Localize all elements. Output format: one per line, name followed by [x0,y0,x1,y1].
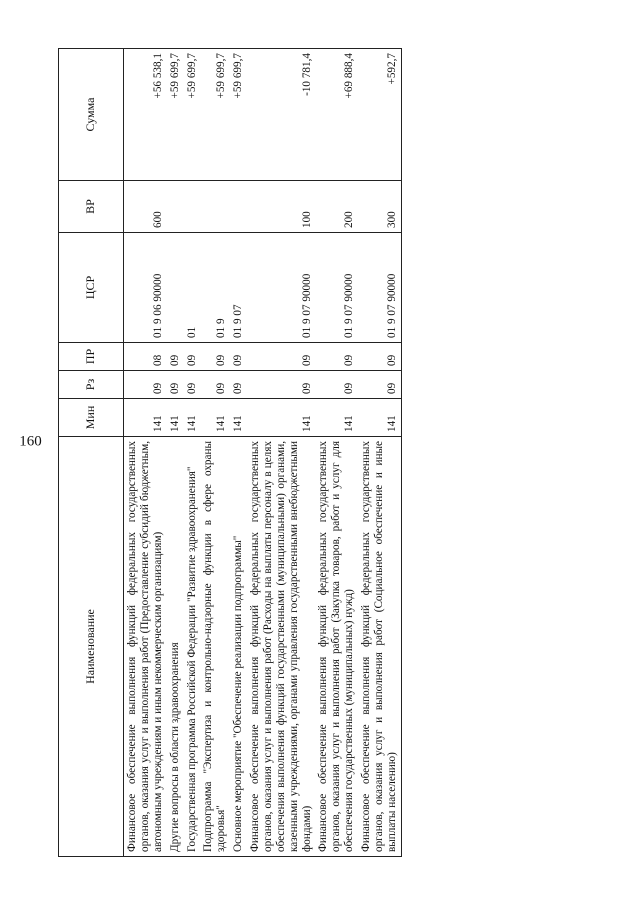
table-row [124,49,167,857]
row-rz: 09 [358,371,401,399]
row-pr: 08 [124,343,167,371]
col-header-csr: ЦСР [59,233,124,343]
row-rz: 09 [124,371,167,399]
row-vr [230,181,247,233]
row-name: Другие вопросы в области здравоохранения [167,437,184,857]
row-rz: 09 [230,371,247,399]
table-row [358,49,401,857]
page-number: 160 [19,433,42,450]
row-name: Государственная программа Российской Федерации "Развитие здравоохранения" [184,437,201,857]
col-header-name: Наименование [59,437,124,857]
row-sum: +59 699,7 [184,49,201,181]
col-header-pr: ПР [59,343,124,371]
table-row [247,49,315,857]
row-name: Подпрограмма "Экспертиза и контрольно-надзорные функции в сфере охраны здоровья" [200,437,230,857]
row-sum: +59 699,7 [230,49,247,181]
row-name: Основное мероприятие "Обеспечение реализации подпрограммы" [230,437,247,857]
row-rz: 09 [247,371,315,399]
row-pr: 09 [200,343,230,371]
row-sum: +56 538,1 [124,49,167,181]
row-min: 141 [230,399,247,437]
table-row [200,49,230,857]
col-header-rz: Рз [59,371,124,399]
row-vr: 200 [315,181,358,233]
row-vr [200,181,230,233]
row-csr: 01 9 [200,233,230,343]
table-row [315,49,358,857]
row-name: Финансовое обеспечение выполнения функций федеральных государственных органов, оказания услуг и выполнения работ (Социальное обеспечение и иные выплаты населению) [358,437,401,857]
row-pr: 09 [167,343,184,371]
row-name: Финансовое обеспечение выполнения функций федеральных государственных органов, оказания услуг и выполнения работ (Закупка товаров, работ и услуг для обеспечения государственных (муниципальных) нужд) [315,437,358,857]
row-sum: +59 699,7 [200,49,230,181]
row-vr: 100 [247,181,315,233]
row-csr [167,233,184,343]
row-vr: 300 [358,181,401,233]
row-vr: 600 [124,181,167,233]
row-csr: 01 [184,233,201,343]
row-sum: +592,7 [358,49,401,181]
row-csr: 01 9 07 90000 [315,233,358,343]
row-sum: -10 781,4 [247,49,315,181]
row-min: 141 [124,399,167,437]
row-sum: +69 888,4 [315,49,358,181]
table-row [230,49,247,857]
row-min: 141 [247,399,315,437]
row-vr [184,181,201,233]
row-pr: 09 [247,343,315,371]
row-rz: 09 [315,371,358,399]
table-header-row [59,49,124,857]
col-header-vr: ВР [59,181,124,233]
row-rz: 09 [184,371,201,399]
row-name: Финансовое обеспечение выполнения функций федеральных государственных органов, оказания услуг и выполнения работ (Предоставление субсидий бюджетным, автономным учреждениям и иным некоммерческим организациям) [124,437,167,857]
row-min: 141 [358,399,401,437]
row-name: Финансовое обеспечение выполнения функций федеральных государственных органов, оказания услуг и выполнения работ (Расходы на выплаты персоналу в целях обеспечения выполнения функций государственными (муниципальными) органами, казенными учреждениями, органами управления государственными внебюджетными фондами) [247,437,315,857]
col-header-sum: Сумма [59,49,124,181]
row-pr: 09 [358,343,401,371]
row-min: 141 [167,399,184,437]
row-pr: 09 [230,343,247,371]
row-csr: 01 9 07 90000 [247,233,315,343]
row-min: 141 [200,399,230,437]
row-rz: 09 [200,371,230,399]
budget-table [58,48,402,857]
row-sum: +59 699,7 [167,49,184,181]
row-min: 141 [184,399,201,437]
col-header-min: Мин [59,399,124,437]
row-csr: 01 9 06 90000 [124,233,167,343]
row-vr [167,181,184,233]
row-csr: 01 9 07 90000 [358,233,401,343]
table-row [184,49,201,857]
row-min: 141 [315,399,358,437]
table-row [167,49,184,857]
row-pr: 09 [184,343,201,371]
row-csr: 01 9 07 [230,233,247,343]
row-pr: 09 [315,343,358,371]
row-rz: 09 [167,371,184,399]
